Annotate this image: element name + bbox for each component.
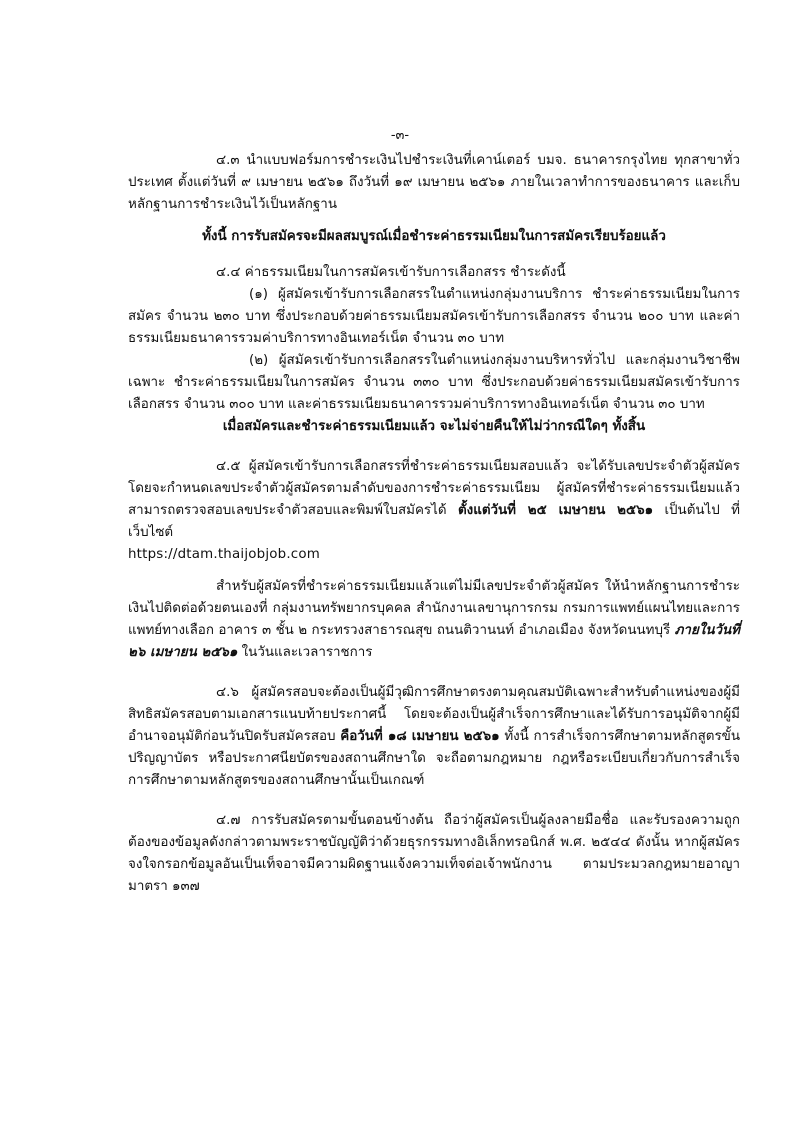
- section-4-6-date: คือวันที่ ๑๘ เมษายน ๒๕๖๑: [340, 729, 500, 744]
- section-4-5-date: ตั้งแต่วันที่ ๒๕ เมษายน ๒๕๖๑: [457, 503, 654, 518]
- section-4-6-text-a: ๔.๖ ผู้สมัครสอบจะต้องเป็นผู้มีวุฒิการศึกษาตรงตามคุณสมบัติเฉพาะสำหรับตำแหน่งของผู้มีสิทธิสมัครสอบตามเอกสารแนบท้ายประกาศนี้ โดยจะต้องเป็นผู้สำเร็จการศึกษาและได้รับการอนุมัติจากผู้มีอำนาจอนุมัติก่อนวันปิดรับสมัครสอบ: [128, 685, 740, 744]
- website-url[interactable]: https://dtam.thaijobjob.com: [128, 547, 320, 562]
- section-4-6-text-c: ทั้งนี้ การสำเร็จการศึกษาตามหลักสูตรขั้นปริญญาบัตร หรือประกาศนียบัตรของสถานศึกษาใด จะถือตามกฎหมาย กฎหรือระเบียบเกี่ยวกับการสำเร็จการศึกษาตามหลักสูตรของสถานศึกษานั้นเป็นเกณฑ์: [128, 729, 740, 788]
- section-4-5-text-c: เป็นต้นไป ที่เว็บไซต์: [128, 503, 741, 540]
- section-4-5-paragraph-2: [128, 576, 740, 664]
- section-4-3-note: ทั้งนี้ การรับสมัครจะมีผลสมบูรณ์เมื่อชำระค่าธรรมเนียมในการสมัครเรียบร้อยแล้ว: [202, 229, 666, 244]
- section-4-6: [128, 682, 740, 792]
- section-4-4-heading: ๔.๔ ค่าธรรมเนียมในการสมัครเข้ารับการเลือกสรร ชำระดังนี้: [216, 265, 566, 280]
- section-4-5-p2-text-c: ในวันและเวลาราชการ: [237, 645, 373, 660]
- section-4-5-p2-text-a: สำหรับผู้สมัครที่ชำระค่าธรรมเนียมแล้วแต่ไม่มีเลขประจำตัวผู้สมัคร ให้นำหลักฐานการชำระเงินไปติดต่อด้วยตนเองที่ กลุ่มงานทรัพยากรบุคคล สำนักงานเลขานุการกรม กรมการแพทย์แผนไทยและการแพทย์ทางเลือก อาคาร ๓ ชั้น ๒ กระทรวงสาธารณสุข ถนนติวานนท์ อำเภอเมือง จังหวัดนนทบุรี: [128, 579, 740, 638]
- page-number: -๓-: [390, 128, 410, 143]
- section-4-7: ๔.๗ การรับสมัครตามขั้นตอนข้างต้น ถือว่าผู้สมัครเป็นผู้ลงลายมือชื่อ และรับรองความถูกต้องของข้อมูลดังกล่าวตามพระราชบัญญัติว่าด้วยธุรกรรมทางอิเล็กทรอนิกส์ พ.ศ. ๒๕๔๔ ดังนั้น หากผู้สมัครจงใจกรอกข้อมูลอันเป็นเท็จอาจมีความผิดฐานแจ้งความเท็จต่อเจ้าพนักงาน ตามประมวลกฎหมายอาญามาตรา ๑๓๗: [128, 813, 740, 894]
- section-4-3: ๔.๓ นำแบบฟอร์มการชำระเงินไปชำระเงินที่เคาน์เตอร์ บมจ. ธนาคารกรุงไทย ทุกสาขาทั่วประเทศ ตั้งแต่วันที่ ๙ เมษายน ๒๕๖๑ ถึงวันที่ ๑๙ เมษายน ๒๕๖๑ ภายในเวลาทำการของธนาคาร และเก็บหลักฐานการชำระเงินไว้เป็นหลักฐาน: [128, 153, 740, 212]
- section-4-4-note: เมื่อสมัครและชำระค่าธรรมเนียมแล้ว จะไม่จ่ายคืนให้ไม่ว่ากรณีใดๆ ทั้งสิ้น: [222, 419, 646, 434]
- section-4-5: [128, 456, 740, 544]
- section-4-4-item-2: (๒) ผู้สมัครเข้ารับการเลือกสรรในตำแหน่งกลุ่มงานบริหารทั่วไป และกลุ่มงานวิชาชีพเฉพาะ ชำระค่าธรรมเนียมในการสมัคร จำนวน ๓๓๐ บาท ซึ่งประกอบด้วยค่าธรรมเนียมสมัครเข้ารับการเลือกสรร จำนวน ๓๐๐ บาท และค่าธรรมเนียมธนาคารรวมค่าบริการทางอินเทอร์เน็ต จำนวน ๓๐ บาท: [128, 353, 740, 412]
- section-4-4-item-1: (๑) ผู้สมัครเข้ารับการเลือกสรรในตำแหน่งกลุ่มงานบริการ ชำระค่าธรรมเนียมในการสมัคร จำนวน ๒๓๐ บาท ซึ่งประกอบด้วยค่าธรรมเนียมสมัครเข้ารับการเลือกสรร จำนวน ๒๐๐ บาท และค่าธรรมเนียมธนาคารรวมค่าบริการทางอินเทอร์เน็ต จำนวน ๓๐ บาท: [128, 287, 740, 346]
- document-body: [128, 150, 740, 898]
- section-4-5-deadline: ภายในวันที่ ๒๖ เมษายน ๒๕๖๑: [128, 623, 740, 660]
- section-4-5-text-a: ๔.๕ ผู้สมัครเข้ารับการเลือกสรรที่ชำระค่าธรรมเนียมสอบแล้ว จะได้รับเลขประจำตัวผู้สมัคร โดยจะกำหนดเลขประจำตัวผู้สมัครตามลำดับของการชำระค่าธรรมเนียม ผู้สมัครที่ชำระค่าธรรมเนียมแล้ว สามารถตรวจสอบเลขประจำตัวสอบและพิมพ์ใบสมัครได้: [128, 459, 740, 518]
